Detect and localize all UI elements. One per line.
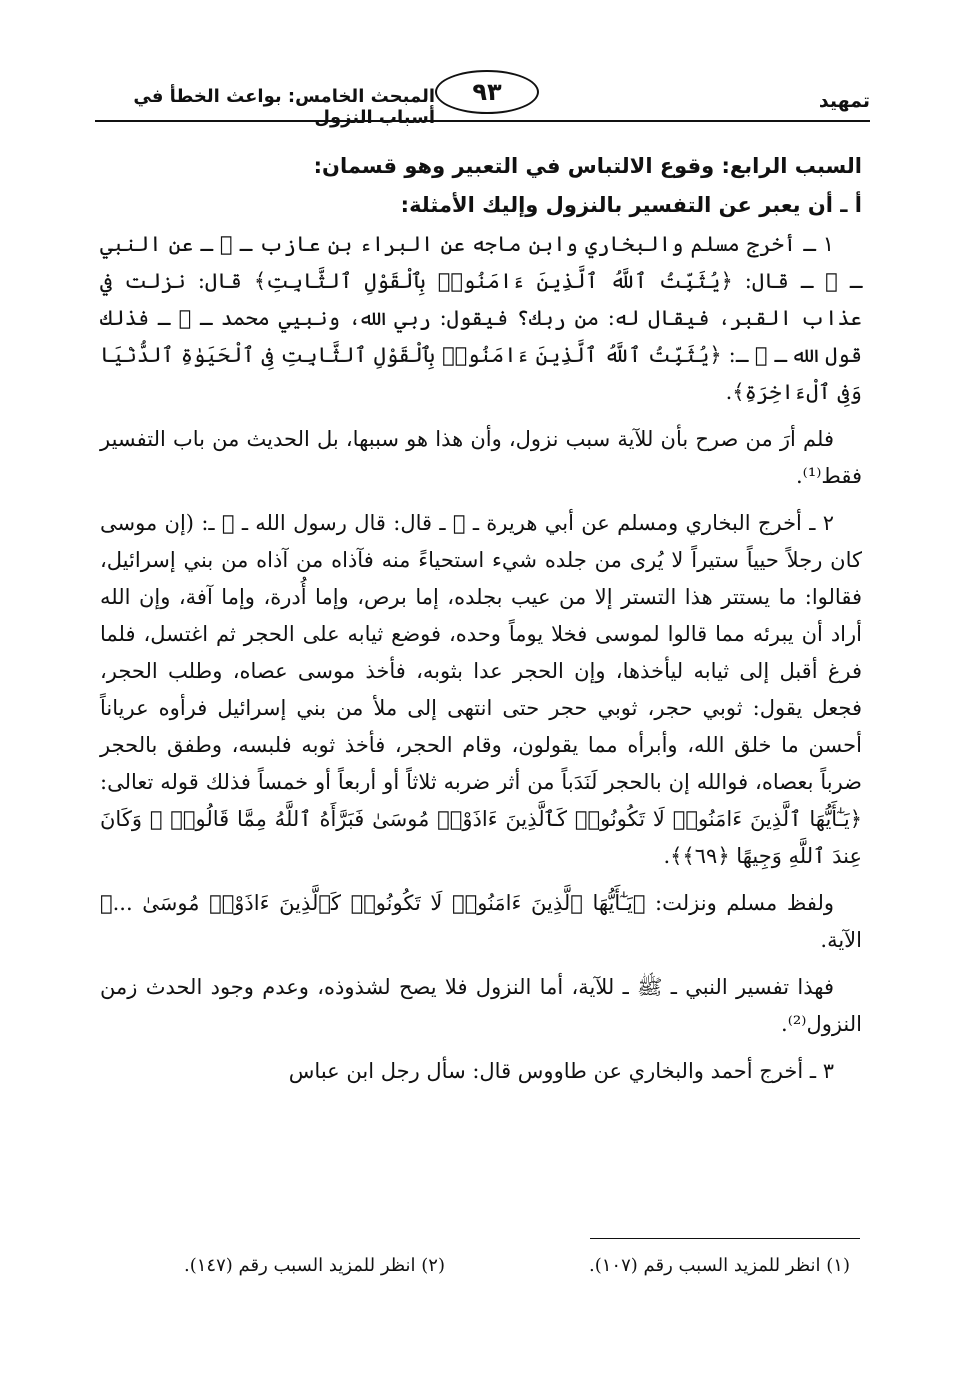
paragraph-comment-2: فهذا تفسير النبي ـ ﷺ ـ للآية، أما النزول فلا يصح لشذوذه، وعدم وجود الحدث زمن النزول⁽²⁾. xyxy=(100,975,862,1036)
chapter-title: تمهيد xyxy=(818,90,870,112)
footnote-divider xyxy=(590,1238,860,1239)
footnote-1: (١) انظر للمزيد السبب رقم (١٠٧). xyxy=(589,1255,850,1276)
subsection-heading: أ ـ أن يعبر عن التفسير بالنزول وإليك الأمثلة: xyxy=(400,193,862,217)
footnotes xyxy=(120,1255,850,1285)
footnote-2: (٢) انظر للمزيد السبب رقم (١٤٧). xyxy=(184,1255,445,1276)
header-divider xyxy=(95,120,870,122)
paragraph-muslim-wording: ولفظ مسلم ونزلت: ﴿يَـٰٓأَيُّهَا ٱلَّذِينَ ءَامَنُوا۟ لَا تَكُونُوا۟ كَٱلَّذِينَ ءَاذَوْا۟ مُوسَىٰ ...﴾ الآية. xyxy=(100,891,862,952)
page-body xyxy=(100,148,862,1100)
section-heading: السبب الرابع: وقوع الالتباس في التعبير وهو قسمان: xyxy=(313,154,862,178)
paragraph-example-1: ١ ـ أخرج مسلم والبخاري وابن ماجه عن البراء بن عازب ـ ﷺ ـ عن النبي ـ ﷺ ـ قال: ﴿يُثَبِّتُ ٱللَّهُ ٱلَّذِينَ ءَامَنُوا۟ بِٱلْقَوْلِ ٱلثَّابِتِ﴾ قال: نزلت في عذاب القبر، فيقال له: من ربك؟ فيقول: ربي الله، ونبيي محمد ـ ﷺ ـ فذلك قول الله ـ ﷻ ـ: ﴿يُثَبِّتُ ٱللَّهُ ٱلَّذِينَ ءَامَنُوا۟ بِٱلْقَوْلِ ٱلثَّابِتِ فِى ٱلْحَيَوٰةِ ٱلدُّنْيَا وَفِى ٱلْءَاخِرَةِ﴾. xyxy=(100,232,862,404)
paragraph-comment-1: فلم أرَ من صرح بأن للآية سبب نزول، وأن هذا هو سببها، بل الحديث من باب التفسير فقط⁽¹⁾. xyxy=(100,427,862,488)
page-number: ٩٣ xyxy=(435,70,539,114)
running-title: المبحث الخامس: بواعث الخطأ في أسباب النزول xyxy=(133,86,435,128)
paragraph-example-3: ٣ ـ أخرج أحمد والبخاري عن طاووس قال: سأل رجل ابن عباس xyxy=(288,1059,834,1083)
paragraph-example-2: ٢ ـ أخرج البخاري ومسلم عن أبي هريرة ـ ﷺ ـ قال: قال رسول الله ـ ﷺ ـ: (إن موسى كان رجلاً حيياً ستيراً لا يُرى من جلده شيء استحياءً منه فآذاه من آذاه من بني إسرائيل، فقالوا: ما يستتر هذا التستر إلا من عيب بجلده، إما برص، وإما أُدرة، وإما آفة، وإن الله أراد أن يبرئه مما قالوا لموسى فخلا يوماً وحده، فوضع ثيابه على الحجر ثم اغتسل، فلما فرغ أقبل إلى ثيابه ليأخذها، وإن الحجر عدا بثوبه، فأخذ موسى عصاه، وطلب الحجر، فجعل يقول: ثوبي حجر، ثوبي حجر حتى انتهى إلى ملأ من بني إسرائيل فرأوه عرياناً أحسن ما خلق الله، وأبرأه مما يقولون، وقام الحجر، فأخذ ثوبه فلبسه، وطفق بالحجر ضرباً بعصاه، فوالله إن بالحجر لَنَدَباً من أثر ضربه ثلاثاً أو أربعاً أو خمساً فذلك قوله تعالى: ﴿يَـٰٓأَيُّهَا ٱلَّذِينَ ءَامَنُوا۟ لَا تَكُونُوا۟ كَٱلَّذِينَ ءَاذَوْا۟ مُوسَىٰ فَبَرَّأَهُ ٱللَّهُ مِمَّا قَالُوا۟ ۚ وَكَانَ عِندَ ٱللَّهِ وَجِيهًا ﴿٦٩﴾﴾. xyxy=(100,511,862,868)
page-header xyxy=(95,62,870,128)
